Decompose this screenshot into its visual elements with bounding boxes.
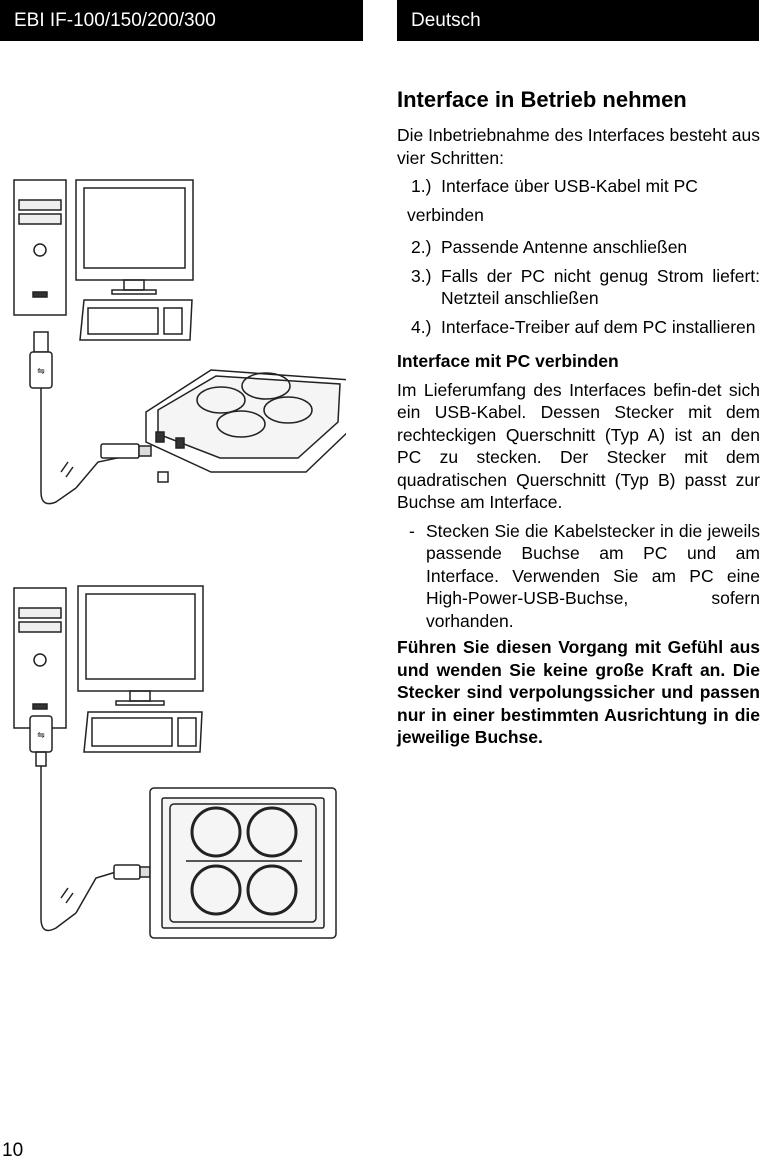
usb-a-plug-icon: [30, 332, 52, 388]
pc-usb-interface-angled-illustration: [6, 172, 346, 532]
interface-device-icon: [146, 370, 346, 472]
step-item: [397, 236, 760, 259]
step-item: [397, 175, 760, 198]
step-text: Interface über USB-Kabel mit PC: [441, 176, 698, 196]
interface-device-icon: [150, 788, 336, 938]
bullet-dash: -: [409, 520, 415, 541]
pc-usb-interface-top-illustration: [6, 578, 346, 948]
bullet-item: [397, 520, 760, 633]
header-language-label: Deutsch: [397, 0, 759, 41]
usb-a-plug-icon: [30, 716, 52, 766]
monitor-icon: [76, 180, 193, 294]
usb-cable: [41, 388, 76, 504]
page-number: 10: [2, 1140, 24, 1161]
step-text: Passende Antenne anschließen: [441, 237, 688, 257]
caution-note: Führen Sie diesen Vorgang mit Gefühl aus und wenden Sie keine große Kraft an. Die Stecker sind verpolungssicher und passen nur in einer bestimmten Ausrichtung in die jeweilige Buchse.: [397, 637, 760, 747]
step-number: 2.): [411, 237, 432, 257]
step-number: 1.): [411, 176, 432, 196]
usb-cable: [41, 766, 76, 930]
step-text: Falls der PC nicht genug Strom liefert: Netzteil anschließen: [441, 265, 760, 308]
step-text-continuation: verbinden: [407, 204, 484, 225]
subsection-paragraph: Im Lieferumfang des Interfaces befin-det sich ein USB-Kabel. Dessen Stecker mit dem rechteckigen Querschnitt (Typ A) ist an den PC zu stecken. Der Stecker mit dem quadratischen Querschnitt (Typ B) passt zur Buchse am Interface.: [397, 379, 760, 512]
step-number: 3.): [411, 265, 432, 286]
keyboard-icon: [84, 712, 202, 752]
content-column: [397, 86, 760, 749]
step-text: Interface-Treiber auf dem PC installieren: [441, 316, 756, 337]
header-product-label: EBI IF-100/150/200/300: [0, 0, 363, 41]
pc-tower-icon: [14, 588, 66, 728]
svg-text:⇋: ⇋: [37, 730, 45, 740]
pc-tower-icon: [14, 180, 66, 315]
step-item: [397, 265, 760, 310]
step-item: [397, 316, 760, 339]
usb-b-port-icon: [158, 472, 168, 482]
svg-text:⇋: ⇋: [37, 366, 45, 376]
monitor-icon: [78, 586, 203, 705]
usb-b-plug-icon: [101, 444, 151, 458]
step-number: 4.): [411, 316, 432, 337]
section-intro: Die Inbetriebnahme des Interfaces besteht aus vier Schritten:: [397, 125, 760, 168]
keyboard-icon: [80, 300, 192, 340]
usb-b-plug-icon: [114, 865, 150, 879]
bullet-text: Stecken Sie die Kabelstecker in die jeweils passende Buchse am PC und am Interface. Verwenden Sie am PC eine High-Power-USB-Buchse, sofern vorhanden.: [426, 520, 760, 631]
subsection-title: Interface mit PC verbinden: [397, 351, 619, 371]
section-title: Interface in Betrieb nehmen: [397, 87, 687, 112]
